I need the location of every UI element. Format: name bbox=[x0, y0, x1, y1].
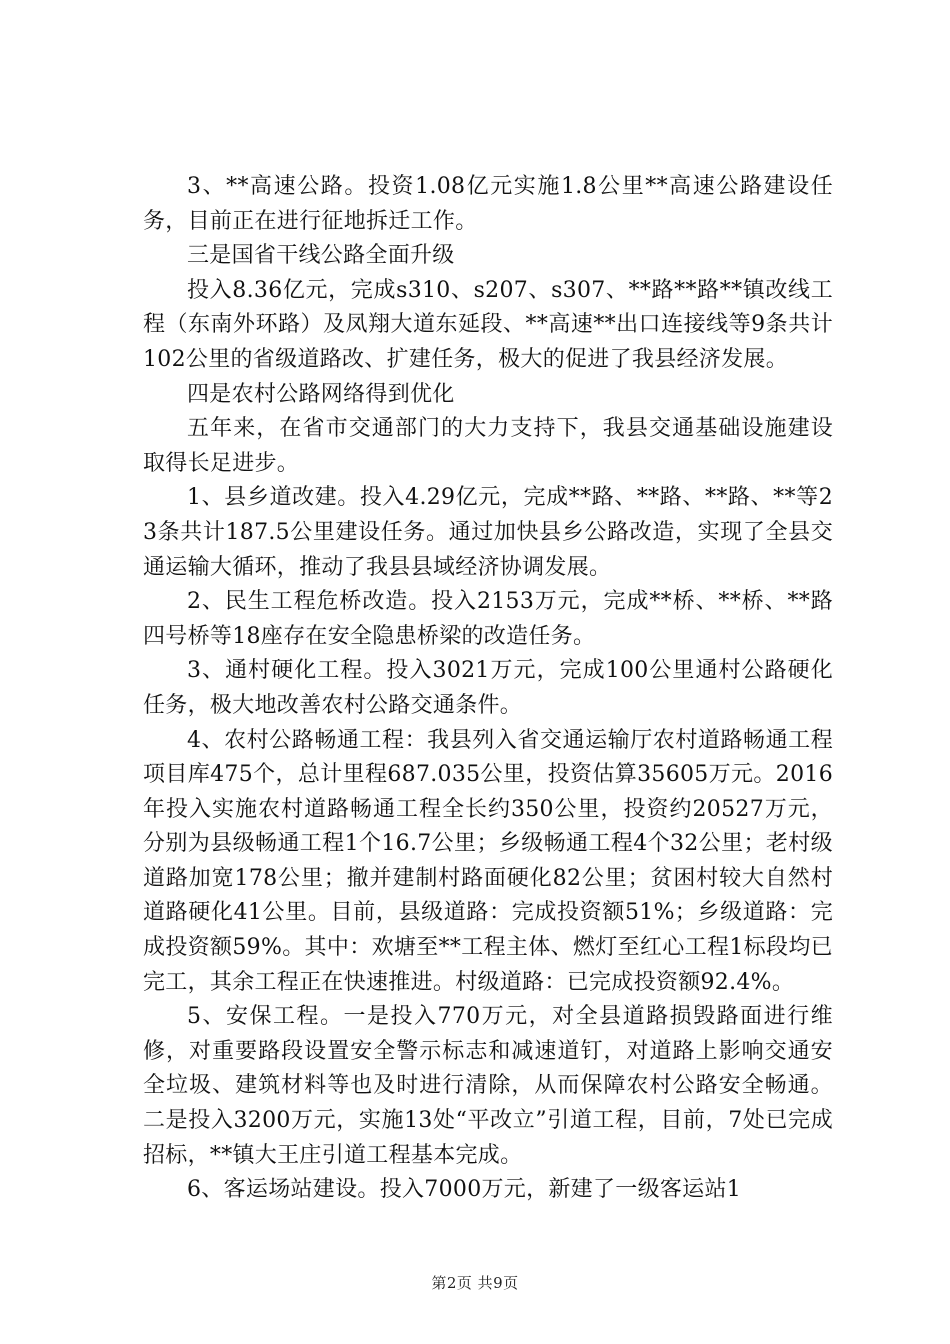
paragraph-rural-access: 4、农村公路畅通工程：我县列入省交通运输厅农村道路畅通工程项目库475个，总计里程687.035公里，投资估算35605万元。2016年投入实施农村道路畅通工程全长约350公里，投资约20527万元，分别为县级畅通工程1个16.7公里；乡级畅通工程4个32公里；老村级道路加宽178公里；撤并建制村路面硬化82公里；贫困村较大自然村道路硬化41公里。目前，县级道路：完成投资额51%；乡级道路：完成投资额59%。其中：欢塘至**工程主体、燃灯至红心工程1标段均已完工，其余工程正在快速推进。村级道路：已完成投资额92.4%。 bbox=[143, 727, 833, 995]
paragraph-highway-project: 3、**高速公路。投资1.08亿元实施1.8公里**高速公路建设任务，目前正在进行征地拆迁工作。 bbox=[143, 174, 833, 234]
paragraph-safety-project: 5、安保工程。一是投入770万元，对全县道路损毁路面进行维修，对重要路段设置安全警示标志和减速道钉，对道路上影响交通安全垃圾、建筑材料等也及时进行清除，从而保障农村公路安全畅通。二是投入3200万元，实施13处“平改立”引道工程，目前，7处已完成招标，**镇大王庄引道工程基本完成。 bbox=[143, 1004, 833, 1168]
paragraph-passenger-station: 6、客运场站建设。投入7000万元，新建了一级客运站1 bbox=[187, 1177, 742, 1203]
paragraph-village-hardening: 3、通村硬化工程。投入3021万元，完成100公里通村公路硬化任务，极大地改善农村公路交通条件。 bbox=[143, 658, 833, 718]
heading-rural-roads: 四是农村公路网络得到优化 bbox=[187, 381, 455, 407]
page-number-footer: 第2页 共9页 bbox=[431, 1274, 519, 1292]
paragraph-county-roads: 1、县乡道改建。投入4.29亿元，完成**路、**路、**路、**等23条共计187.5公里建设任务。通过加快县乡公路改造，实现了全县交通运输大循环，推动了我县县域经济协调发展。 bbox=[143, 485, 833, 580]
paragraph-trunk-roads: 投入8.36亿元，完成s310、s207、s307、**路**路**镇改线工程（东南外环路）及凤翔大道东延段、**高速**出口连接线等9条共计102公里的省级道路改、扩建任务，极大的促进了我县经济发展。 bbox=[143, 277, 833, 372]
heading-trunk-roads: 三是国省干线公路全面升级 bbox=[187, 243, 455, 269]
paragraph-five-years: 五年来，在省市交通部门的大力支持下，我县交通基础设施建设取得长足进步。 bbox=[143, 416, 833, 476]
document-body bbox=[143, 170, 833, 1208]
paragraph-bridge-renovation: 2、民生工程危桥改造。投入2153万元，完成**桥、**桥、**路四号桥等18座存在安全隐患桥梁的改造任务。 bbox=[143, 589, 833, 649]
